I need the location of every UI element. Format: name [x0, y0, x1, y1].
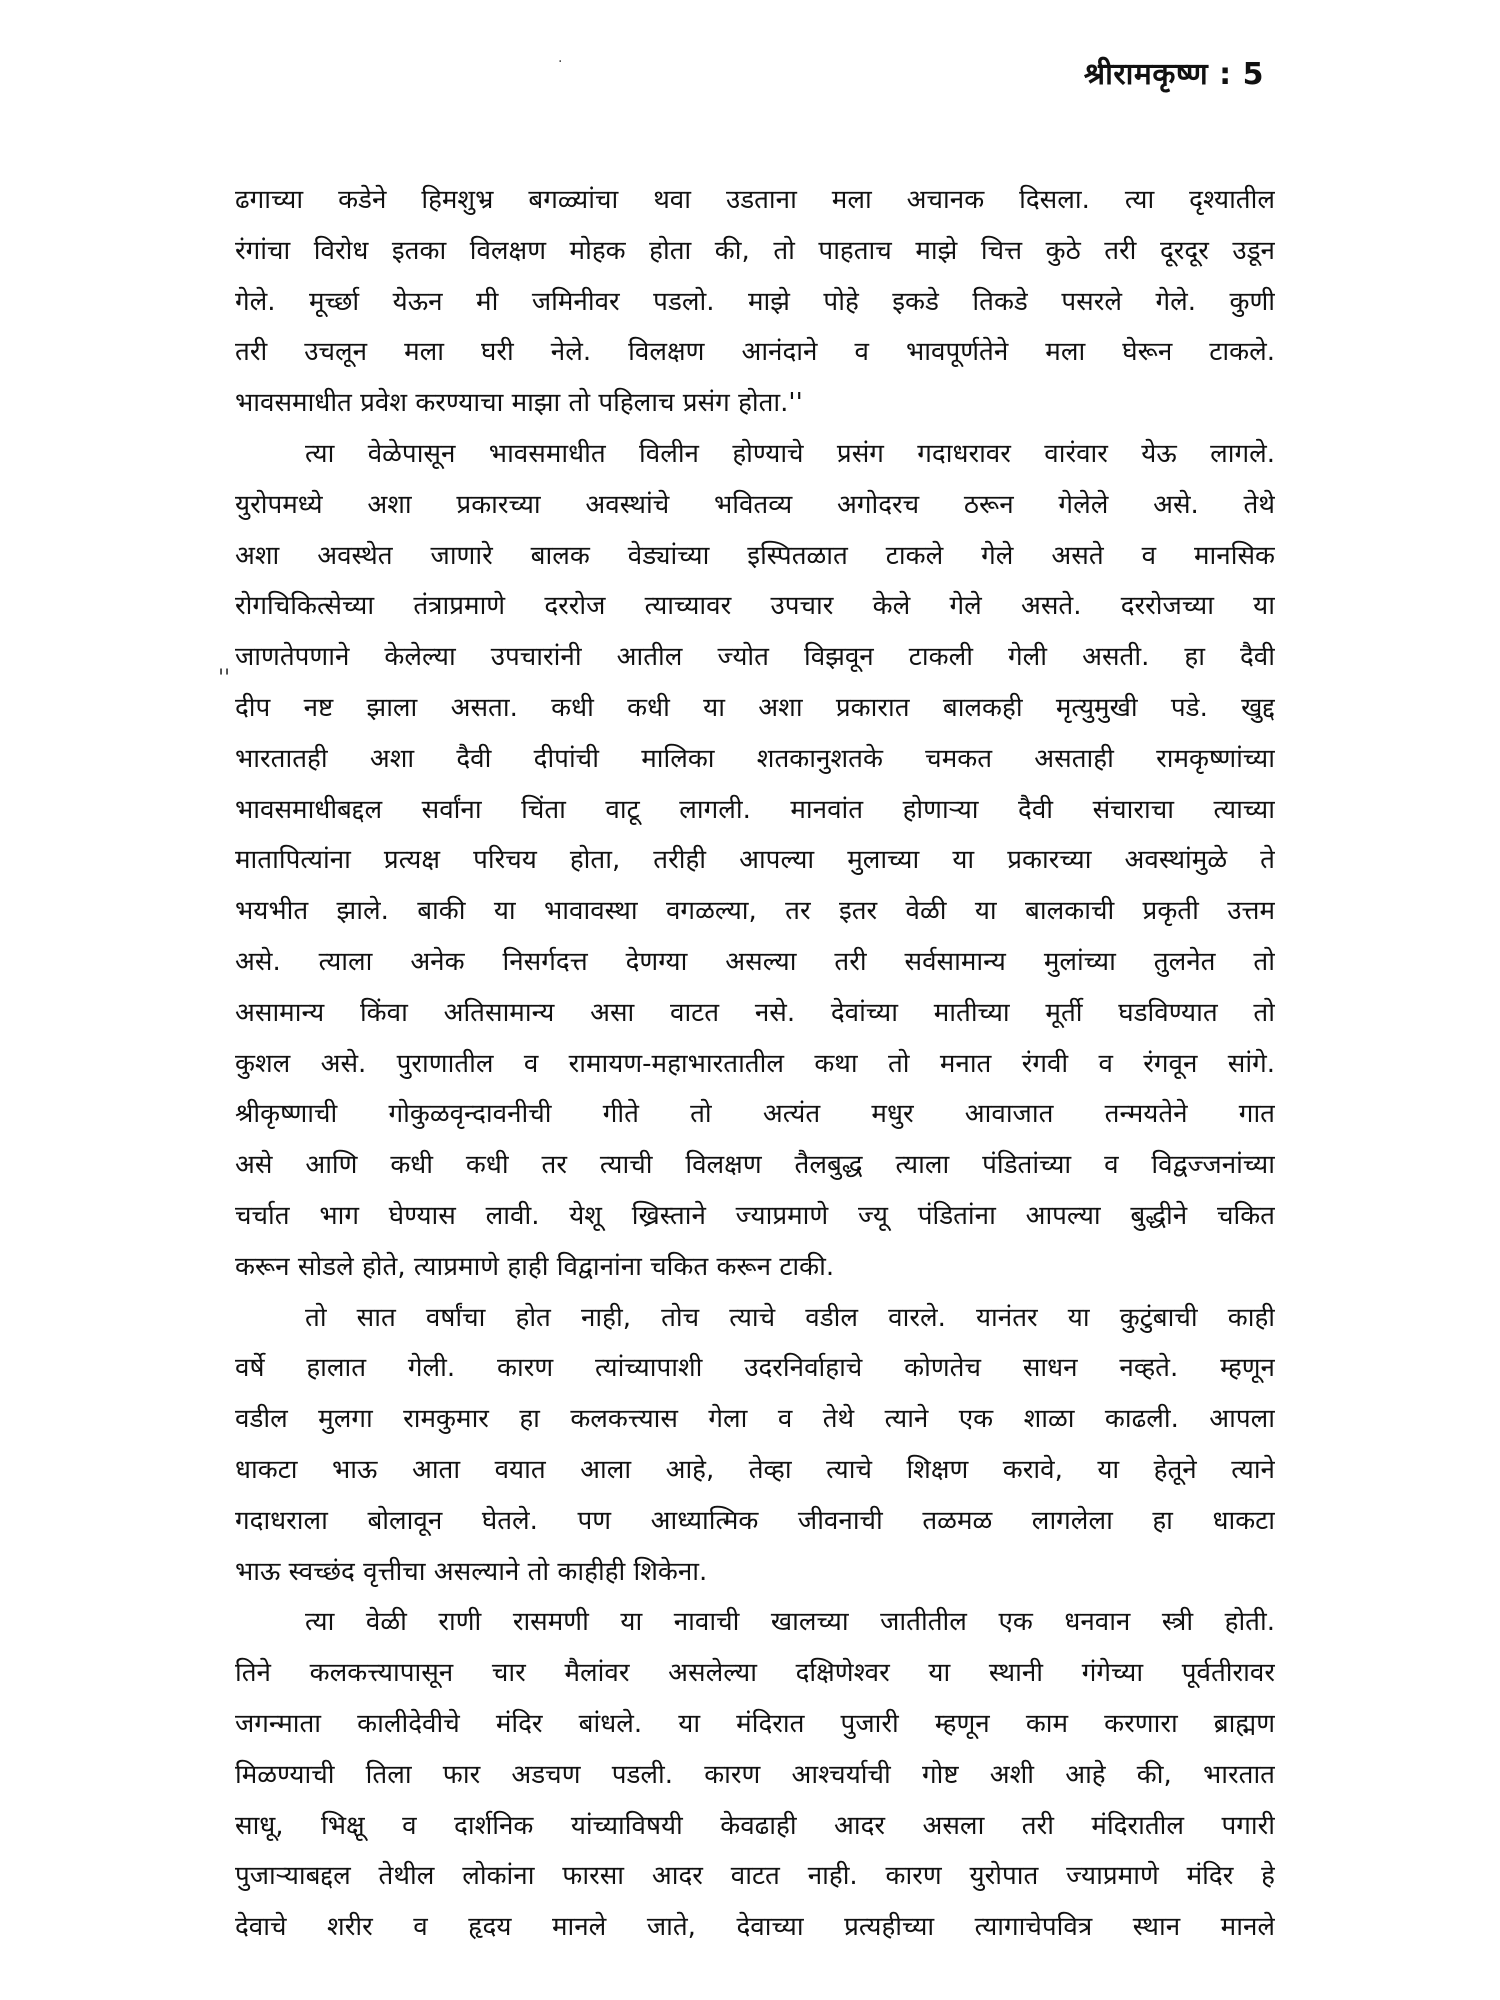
- text-line: असे आणि कधी कधी तर त्याची विलक्षण तैलबुद्ध त्याला पंडितांच्या व विद्वज्जनांच्या: [235, 1150, 1275, 1181]
- text-line: तरी उचलून मला घरी नेले. विलक्षण आनंदाने व भावपूर्णतेने मला घेरून टाकले.: [235, 337, 1275, 368]
- text-line: अशा अवस्थेत जाणारे बालक वेड्यांच्या इस्पितळात टाकले गेले असते व मानसिक: [235, 540, 1275, 571]
- text-line: श्रीकृष्णाची गोकुळवृन्दावनीची गीते तो अत्यंत मधुर आवाजात तन्मयतेने गात: [235, 1099, 1275, 1130]
- text-line: रंगांचा विरोध इतका विलक्षण मोहक होता की, तो पाहताच माझे चित्त कुठे तरी दूरदूर उडून: [235, 235, 1275, 266]
- scan-speck: ·: [558, 54, 563, 70]
- text-line: त्या वेळेपासून भावसमाधीत विलीन होण्याचे प्रसंग गदाधरावर वारंवार येऊ लागले.: [305, 438, 1275, 469]
- text-line: देवाचे शरीर व हृदय मानले जाते, देवाच्या प्रत्यहीच्या त्यागाचेपवित्र स्थान मानले: [235, 1912, 1275, 1943]
- text-line: करून सोडले होते, त्याप्रमाणे हाही विद्वानांना चकित करून टाकी.: [235, 1251, 835, 1282]
- text-line: असामान्य किंवा अतिसामान्य असा वाटत नसे. देवांच्या मातीच्या मूर्ती घडविण्यात तो: [235, 997, 1275, 1028]
- text-line: रोगचिकित्सेच्या तंत्राप्रमाणे दररोज त्याच्यावर उपचार केले गेले असते. दररोजच्या या: [235, 591, 1275, 622]
- text-line: मातापित्यांना प्रत्यक्ष परिचय होता, तरीही आपल्या मुलाच्या या प्रकारच्या अवस्थांमुळे ते: [235, 845, 1275, 876]
- text-line: भाऊ स्वच्छंद वृत्तीचा असल्याने तो काहीही शिकेना.: [235, 1556, 708, 1587]
- text-line: गेले. मूर्च्छा येऊन मी जमिनीवर पडलो. माझे पोहे इकडे तिकडे पसरले गेले. कुणी: [235, 286, 1275, 317]
- text-line: चर्चात भाग घेण्यास लावी. येशू ख्रिस्ताने ज्याप्रमाणे ज्यू पंडितांना आपल्या बुद्धीने चकित: [235, 1200, 1275, 1231]
- text-line: वर्षे हालात गेली. कारण त्यांच्यापाशी उदरनिर्वाहाचे कोणतेच साधन नव्हते. म्हणून: [235, 1353, 1275, 1384]
- text-line: तिने कलकत्त्यापासून चार मैलांवर असलेल्या दक्षिणेश्वर या स्थानी गंगेच्या पूर्वतीरावर: [235, 1658, 1275, 1689]
- text-line: त्या वेळी राणी रासमणी या नावाची खालच्या जातीतील एक धनवान स्त्री होती.: [305, 1607, 1275, 1638]
- text-line: भारतातही अशा दैवी दीपांची मालिका शतकानुशतके चमकत असताही रामकृष्णांच्या: [235, 743, 1275, 774]
- paragraph-1: [235, 175, 1275, 429]
- margin-mark: '': [218, 666, 231, 691]
- text-line: गदाधराला बोलावून घेतले. पण आध्यात्मिक जीवनाची तळमळ लागलेला हा धाकटा: [235, 1505, 1275, 1536]
- text-line: भावसमाधीबद्दल सर्वांना चिंता वाटू लागली. मानवांत होणाऱ्या दैवी संचाराचा त्याच्या: [235, 794, 1275, 825]
- text-line: जगन्माता कालीदेवीचे मंदिर बांधले. या मंदिरात पुजारी म्हणून काम करणारा ब्राह्मण: [235, 1708, 1275, 1739]
- text-line: कुशल असे. पुराणातील व रामायण-महाभारतातील कथा तो मनात रंगवी व रंगवून सांगे.: [235, 1048, 1275, 1079]
- text-line: वडील मुलगा रामकुमार हा कलकत्त्यास गेला व तेथे त्याने एक शाळा काढली. आपला: [235, 1404, 1275, 1435]
- text-line: धाकटा भाऊ आता वयात आला आहे, तेव्हा त्याचे शिक्षण करावे, या हेतूने त्याने: [235, 1454, 1275, 1485]
- text-line: पुजाऱ्याबद्दल तेथील लोकांना फारसा आदर वाटत नाही. कारण युरोपात ज्याप्रमाणे मंदिर हे: [235, 1861, 1275, 1892]
- text-line: मिळण्याची तिला फार अडचण पडली. कारण आश्चर्याची गोष्ट अशी आहे की, भारतात: [235, 1759, 1275, 1790]
- running-head: श्रीरामकृष्ण : 5: [1083, 57, 1264, 92]
- text-line: दीप नष्ट झाला असता. कधी कधी या अशा प्रकारात बालकही मृत्युमुखी पडे. खुद्द: [235, 692, 1275, 723]
- text-line: युरोपमध्ये अशा प्रकारच्या अवस्थांचे भवितव्य अगोदरच ठरून गेलेले असे. तेथे: [235, 489, 1275, 520]
- paragraph-2: [235, 429, 1275, 1293]
- text-line: भयभीत झाले. बाकी या भावावस्था वगळल्या, तर इतर वेळी या बालकाची प्रकृती उत्तम: [235, 896, 1275, 927]
- body-text: [235, 175, 1275, 1953]
- text-line: असे. त्याला अनेक निसर्गदत्त देणग्या असल्या तरी सर्वसामान्य मुलांच्या तुलनेत तो: [235, 946, 1275, 977]
- paragraph-3: [235, 1293, 1275, 1598]
- text-line: साधू, भिक्षू व दार्शनिक यांच्याविषयी केवढाही आदर असला तरी मंदिरातील पगारी: [235, 1810, 1275, 1841]
- text-line: भावसमाधीत प्रवेश करण्याचा माझा तो पहिलाच प्रसंग होता.'': [235, 388, 803, 419]
- text-line: तो सात वर्षांचा होत नाही, तोच त्याचे वडील वारले. यानंतर या कुटुंबाची काही: [305, 1302, 1275, 1333]
- text-line: ढगाच्या कडेने हिमशुभ्र बगळ्यांचा थवा उडताना मला अचानक दिसला. त्या दृश्यातील: [235, 185, 1275, 215]
- paragraph-4: [235, 1597, 1275, 1953]
- text-line: जाणतेपणाने केलेल्या उपचारांनी आतील ज्योत विझवून टाकली गेली असती. हा दैवी: [235, 642, 1275, 673]
